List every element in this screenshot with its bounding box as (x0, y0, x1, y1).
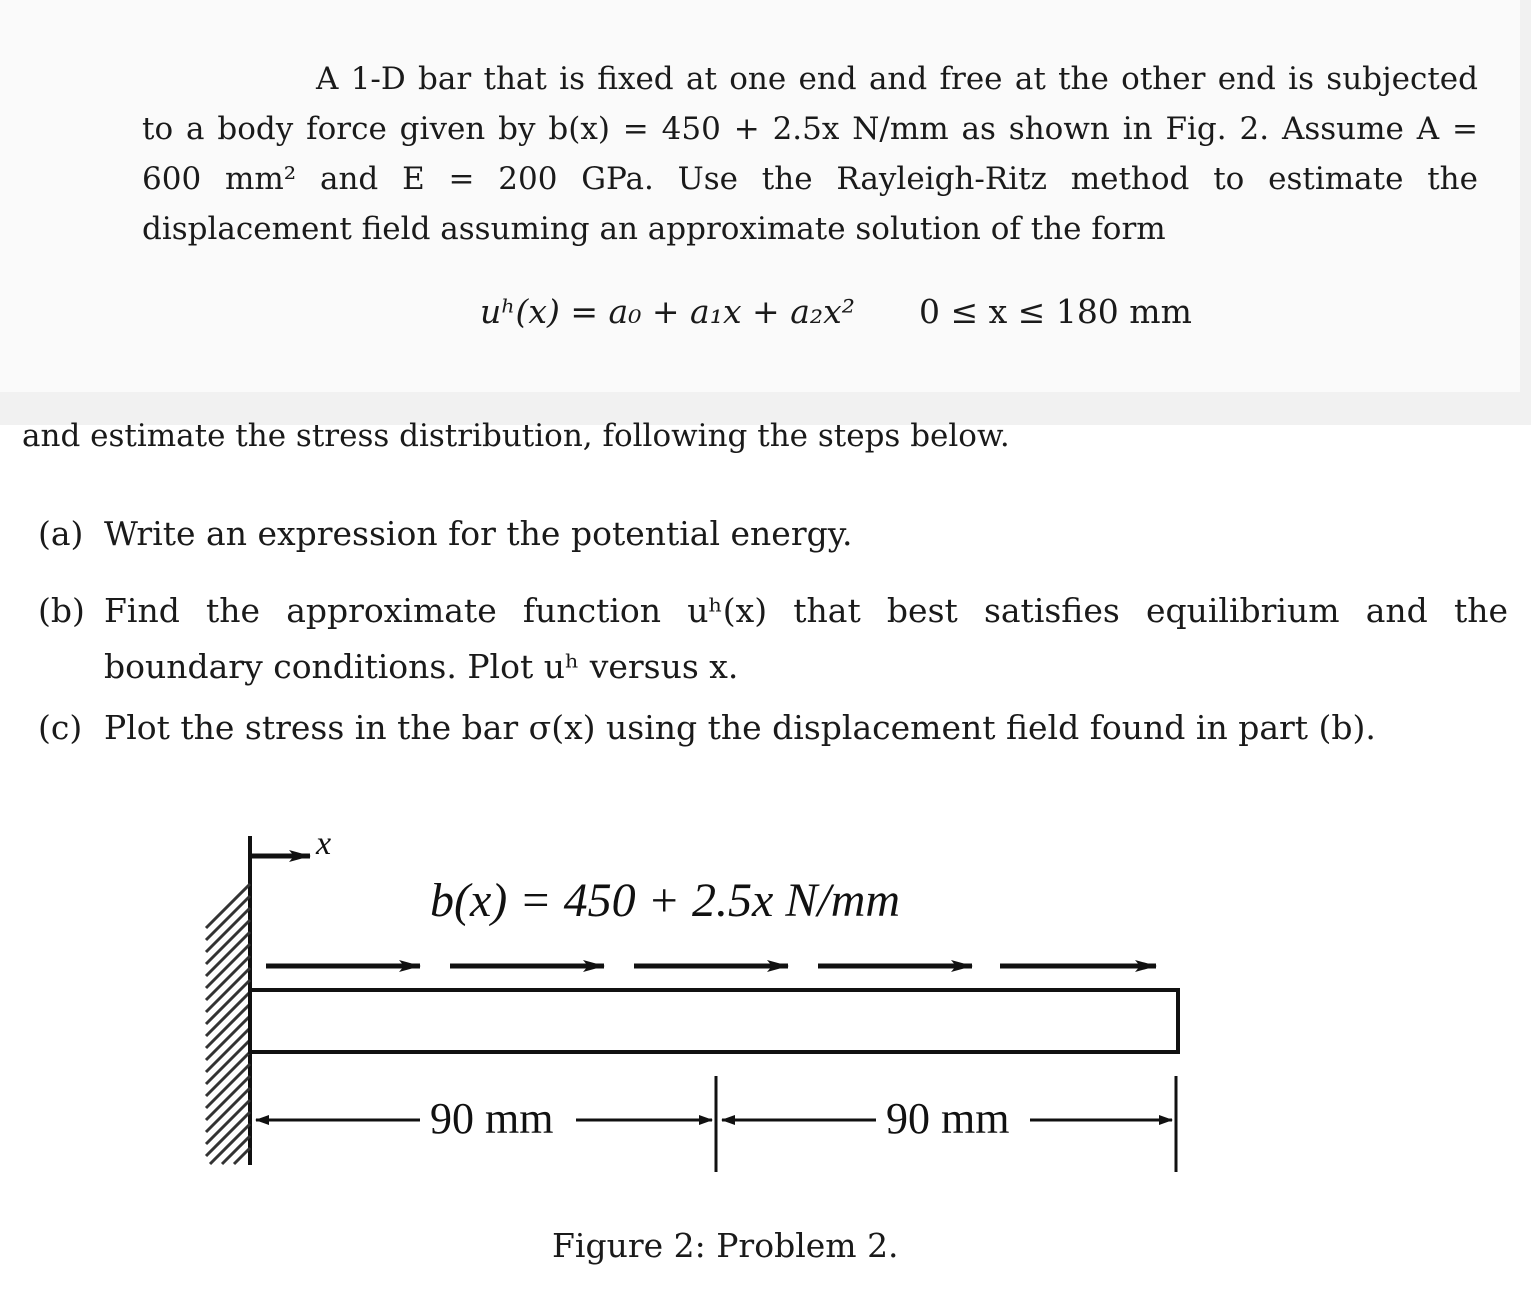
x-axis-indicator (250, 825, 331, 880)
dimension-label-left: 90 mm (430, 1094, 554, 1143)
load-label: b(x) = 450 + 2.5x N/mm (430, 874, 901, 927)
bar (250, 990, 1178, 1052)
figure-caption: Figure 2: Problem 2. (552, 1226, 899, 1265)
step-a-text: Write an expression for the potential energy. (104, 514, 853, 553)
step-b-text: Find the approximate function uʰ(x) that best satisfies equilibrium and the boundary conditions. Plot uʰ versus x. (104, 591, 1508, 686)
step-b-label: (b) (38, 591, 85, 630)
fixed-support-wall (206, 880, 250, 1165)
equation-domain: 0 ≤ x ≤ 180 mm (918, 292, 1192, 331)
step-a-label: (a) (38, 514, 84, 553)
x-axis-label: x (316, 825, 332, 862)
dimension-lines (256, 1076, 1176, 1172)
step-c-label: (c) (38, 708, 83, 747)
equation-expression: uʰ(x) = a₀ + a₁x + a₂x² (480, 292, 855, 331)
dimension-label-right: 90 mm (886, 1094, 1010, 1143)
problem-continuation: and estimate the stress distribution, following the steps below. (22, 418, 1010, 454)
step-c-text: Plot the stress in the bar σ(x) using the displacement field found in part (b). (104, 708, 1376, 747)
problem-intro: A 1-D bar that is fixed at one end and free at the other end is subjected to a body force given by b(x) = 450 + 2.5x N/mm as shown in Fig. 2. Assume A = 600 mm² and E = 200 GPa. Use the Rayleigh-Ritz method to estimate the displacement field assuming an approximate solution of the form (142, 61, 1478, 247)
